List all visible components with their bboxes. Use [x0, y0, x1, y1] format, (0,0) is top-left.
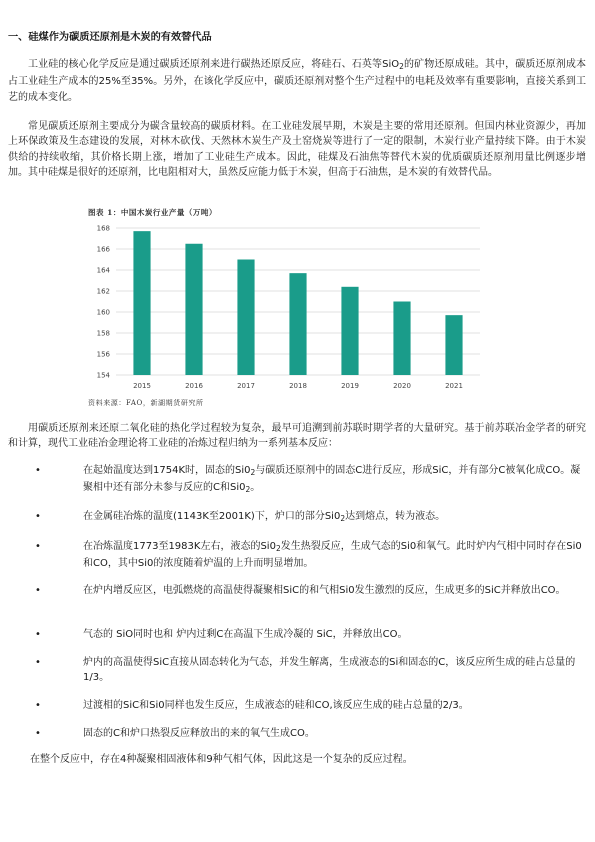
x-tick-label: 2018: [289, 382, 307, 390]
y-tick-label: 168: [96, 224, 110, 233]
bar: [237, 260, 254, 376]
y-tick-label: 160: [96, 308, 110, 317]
subscript: 2: [340, 514, 346, 523]
x-tick-label: 2015: [133, 382, 151, 390]
reaction-text-segment: 在冶炼温度1773至1983K左右，液态的Si0: [83, 541, 276, 552]
reaction-text-segment: 固态的C和炉口热裂反应释放出的来的氧气生成CO。: [83, 728, 315, 739]
reaction-text: [83, 463, 588, 498]
bullet-icon: •: [35, 585, 41, 596]
subscript: 2: [275, 544, 281, 553]
y-tick-label: 154: [96, 371, 110, 380]
bullet-icon: •: [35, 629, 41, 640]
reaction-text-segment: 。: [250, 482, 261, 494]
reaction-text-segment: 发生热裂反应，生成气态的Si0和氧气。此时炉内气相中同时存在Si0和CO，其中Si0的浓度随着炉温的上升而明显增加。: [83, 541, 582, 570]
paragraph-conclusion: 在整个反应中，存在4种凝聚相固液体和9种气相气体，因此这是一个复杂的反应过程。: [30, 754, 413, 765]
bar: [393, 302, 410, 376]
y-tick-label: 164: [96, 266, 110, 275]
reaction-text: [83, 627, 588, 642]
reaction-text-segment: 在金属硅冶炼的温度(1143K至2001K)下，炉口的部分Si0: [83, 511, 341, 522]
paragraph-intro-after: 的矿物还原成硅。其中，碳质还原剂成本占工业硅生产成本的25%至35%。另外，在该化学反应中，碳质还原剂对整个生产过程中的电耗及效率有重要影响，直接关系到工艺的成本变化。: [8, 59, 587, 103]
bullet-icon: •: [35, 728, 41, 739]
reaction-text-segment: 过渡相的SiC和Si0同样也发生反应，生成液态的硅和CO,该反应生成的硅占总量的2/3。: [83, 700, 469, 711]
paragraph-intro: [8, 57, 586, 105]
paragraph-reductants: 常见碳质还原剂主要成分为碳含量较高的碳质材料。在工业硅发展早期，木炭是主要的常用还原剂。但国内林业资源少，再加上环保政策及生态建设的发展，对林木砍伐、天然林木炭生产及土窑烧炭等进行了一定的限制，木炭行业产量持续下降。由于木炭供给的持续收缩，其价格长期上涨，增加了工业硅生产成本。因此，硅煤及石油焦等替代木炭的优质碳质还原剂用量比例逐步增加。其中硅煤是很好的还原剂，比电阻相对大，虽然反应能力低于木炭，但高于石油焦，是木炭的有效替代品。: [8, 121, 586, 179]
y-tick-label: 156: [96, 350, 110, 359]
bullet-icon: •: [35, 700, 41, 711]
reaction-text-segment: 达到熔点，转为液态。: [345, 511, 446, 522]
chart-source: 资料来源：FAO，新湖期货研究所: [88, 399, 204, 407]
bar-chart: [88, 221, 488, 399]
reaction-text: [83, 655, 588, 686]
charcoal-output-chart: [88, 207, 488, 412]
reaction-text: [83, 509, 588, 526]
reaction-text-segment: 气态的 SiO同时也和 炉内过剩C在高温下生成冷凝的 SiC，并释放出CO。: [83, 629, 408, 640]
y-tick-label: 162: [96, 287, 110, 296]
x-tick-label: 2020: [393, 382, 411, 390]
bullet-icon: •: [35, 465, 41, 476]
reaction-text: [83, 698, 588, 713]
reaction-text: [83, 726, 588, 741]
bar: [445, 315, 462, 375]
subscript: 2: [250, 468, 256, 477]
reaction-text-segment: 与碳质还原剂中的固态C进行反应，形成SiC，并有部分C被氧化成CO。凝聚相中还有部分未参与反应的C和Si0: [83, 465, 581, 494]
x-tick-label: 2016: [185, 382, 203, 390]
paragraph-thermochemistry: 用碳质还原剂来还原二氧化硅的热化学过程较为复杂，最早可追溯到前苏联时期学者的大量研究。基于前苏联冶金学者的研究和计算，现代工业硅冶金理论将工业硅的冶炼过程归纳为一系列基本反应：: [8, 423, 586, 450]
x-tick-label: 2021: [445, 382, 463, 390]
paragraph-intro-before: 工业硅的核心化学反应是通过碳质还原剂来进行碳热还原反应，将硅石、石英等SiO: [28, 59, 400, 70]
chart-title: 图表 1：中国木炭行业产量（万吨）: [88, 208, 217, 217]
bar: [133, 231, 150, 375]
reaction-text-segment: 在起始温度达到1754K时，固态的Si0: [83, 465, 251, 476]
bullet-icon: •: [35, 657, 41, 668]
bar: [185, 244, 202, 375]
bullet-icon: •: [35, 541, 41, 552]
y-tick-label: 166: [96, 245, 110, 254]
section-heading: 一、硅煤作为碳质还原剂是木炭的有效替代品: [8, 32, 212, 43]
subscript: 2: [245, 485, 251, 495]
bar: [289, 273, 306, 375]
x-tick-label: 2019: [341, 382, 359, 390]
y-tick-label: 158: [96, 329, 110, 338]
reaction-text: [83, 583, 588, 598]
reaction-text: [83, 539, 588, 572]
subscript: 2: [399, 62, 404, 71]
bar: [341, 287, 358, 375]
x-tick-label: 2017: [237, 382, 255, 390]
reaction-text-segment: 在炉内增反应区，电弧燃烧的高温使得凝聚相SiC的和气相Si0发生激烈的反应，生成更多的SiC并释放出CO。: [83, 585, 566, 596]
bullet-icon: •: [35, 511, 41, 522]
reaction-text-segment: 炉内的高温使得SiC直接从固态转化为气态，并发生解离，生成液态的Si和固态的C，该反应所生成的硅占总量的1/3。: [83, 657, 576, 684]
